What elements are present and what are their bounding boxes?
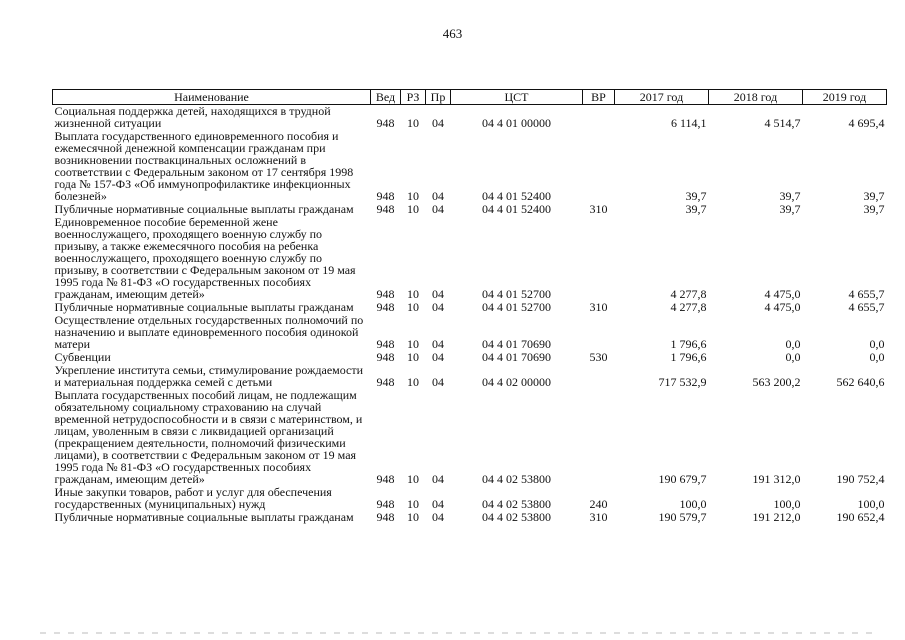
row-name: Единовременное пособие беременной жене военнослужащего, проходящего военную службу по призыву, а также ежемесячного пособия на ребенка военнослужащего, проходящего военную службу по призыву, в соответствии с Федеральным законом от 19 мая 1995 года № 81-ФЗ «О государственных пособиях гражданам, имеющим детей» <box>54 215 356 301</box>
row-pr: 04 <box>432 497 444 511</box>
header-vr: ВР <box>583 90 615 105</box>
row-pr: 04 <box>432 510 444 524</box>
header-2018: 2018 год <box>709 90 803 105</box>
row-ved: 948 <box>376 189 395 203</box>
row-name: Публичные нормативные социальные выплаты гражданам <box>54 510 354 524</box>
row-2019: 190 652,4 <box>836 510 885 524</box>
row-2019: 39,7 <box>863 202 885 216</box>
row-2017: 190 679,7 <box>658 472 707 486</box>
row-rz: 10 <box>407 189 419 203</box>
row-2018: 4 475,0 <box>764 300 801 314</box>
table-header <box>53 90 887 105</box>
row-ved: 948 <box>376 497 395 511</box>
row-cst: 04 4 01 52700 <box>482 300 551 314</box>
row-2017: 190 579,7 <box>658 510 707 524</box>
row-cst: 04 4 02 53800 <box>482 497 551 511</box>
header-pr: Пр <box>426 90 451 105</box>
table-row <box>53 511 887 524</box>
row-vr: 240 <box>589 497 608 511</box>
row-2017: 6 114,1 <box>670 116 707 130</box>
row-2019: 562 640,6 <box>836 375 885 389</box>
table-body <box>53 105 887 525</box>
row-2019: 4 655,7 <box>848 287 885 301</box>
table-row <box>53 130 887 203</box>
row-2018: 0,0 <box>785 337 801 351</box>
row-2019: 190 752,4 <box>836 472 885 486</box>
row-cst: 04 4 01 70690 <box>482 337 551 351</box>
row-ved: 948 <box>376 116 395 130</box>
row-pr: 04 <box>432 337 444 351</box>
row-cst: 04 4 01 00000 <box>482 116 551 130</box>
row-vr <box>583 130 615 203</box>
row-pr: 04 <box>432 375 444 389</box>
row-ved: 948 <box>376 287 395 301</box>
row-pr: 04 <box>432 116 444 130</box>
header-rz: РЗ <box>401 90 426 105</box>
row-rz: 10 <box>407 337 419 351</box>
row-vr <box>583 216 615 301</box>
row-pr: 04 <box>432 189 444 203</box>
row-name: Публичные нормативные социальные выплаты гражданам <box>54 300 354 314</box>
header-2017: 2017 год <box>615 90 709 105</box>
header-name: Наименование <box>53 90 371 105</box>
row-cst: 04 4 02 53800 <box>482 472 551 486</box>
table-row <box>53 486 887 511</box>
row-ved: 948 <box>376 337 395 351</box>
row-2019: 0,0 <box>869 337 885 351</box>
row-2018: 563 200,2 <box>752 375 801 389</box>
row-ved: 948 <box>376 350 395 364</box>
row-name: Публичные нормативные социальные выплаты гражданам <box>54 202 354 216</box>
row-2018: 39,7 <box>779 189 801 203</box>
row-ved: 948 <box>376 375 395 389</box>
row-2018: 0,0 <box>785 350 801 364</box>
row-name: Осуществление отдельных государственных полномочий по назначению и выплате единовременного пособия одинокой матери <box>54 313 364 351</box>
row-pr: 04 <box>432 287 444 301</box>
row-2019: 39,7 <box>863 189 885 203</box>
row-2017: 39,7 <box>685 202 707 216</box>
row-pr: 04 <box>432 300 444 314</box>
row-rz: 10 <box>407 287 419 301</box>
row-2019: 100,0 <box>857 497 885 511</box>
row-2018: 100,0 <box>773 497 801 511</box>
row-name: Выплата государственного единовременного пособия и ежемесячной денежной компенсации гражданам при возникновении поствакцинальных осложнений в соответствии с Федеральным законом от 17 сентября 1998 года № 157-ФЗ «Об иммунопрофилактике инфекционных болезней» <box>54 129 354 203</box>
row-ved: 948 <box>376 300 395 314</box>
scan-artifact <box>40 632 880 634</box>
row-ved: 948 <box>376 472 395 486</box>
header-ved: Вед <box>371 90 401 105</box>
row-2017: 717 532,9 <box>658 375 707 389</box>
row-vr: 530 <box>589 350 608 364</box>
row-cst: 04 4 02 00000 <box>482 375 551 389</box>
budget-table <box>52 89 887 524</box>
row-cst: 04 4 01 52400 <box>482 202 551 216</box>
row-2017: 4 277,8 <box>670 300 707 314</box>
row-rz: 10 <box>407 350 419 364</box>
row-cst: 04 4 01 52700 <box>482 287 551 301</box>
row-cst: 04 4 01 52400 <box>482 189 551 203</box>
row-2019: 4 695,4 <box>848 116 885 130</box>
row-pr: 04 <box>432 472 444 486</box>
table-row <box>53 364 887 389</box>
page-number: 463 <box>442 26 463 41</box>
row-2018: 4 475,0 <box>764 287 801 301</box>
row-rz: 10 <box>407 202 419 216</box>
row-ved: 948 <box>376 202 395 216</box>
table-row <box>53 105 887 131</box>
row-pr: 04 <box>432 202 444 216</box>
row-ved: 948 <box>376 510 395 524</box>
row-2018: 191 312,0 <box>752 472 801 486</box>
row-rz: 10 <box>407 510 419 524</box>
header-2019: 2019 год <box>803 90 887 105</box>
row-vr <box>583 314 615 351</box>
table-row <box>53 216 887 301</box>
row-cst: 04 4 01 70690 <box>482 350 551 364</box>
row-rz: 10 <box>407 375 419 389</box>
row-name: Укрепление института семьи, стимулирование рождаемости и материальная поддержка семей с детьми <box>54 363 364 389</box>
row-cst: 04 4 02 53800 <box>482 510 551 524</box>
row-2019: 4 655,7 <box>848 300 885 314</box>
row-vr: 310 <box>589 202 608 216</box>
row-rz: 10 <box>407 116 419 130</box>
row-vr <box>583 364 615 389</box>
row-2017: 39,7 <box>685 189 707 203</box>
row-vr: 310 <box>589 510 608 524</box>
row-2017: 100,0 <box>679 497 707 511</box>
row-2017: 1 796,6 <box>670 337 707 351</box>
row-vr <box>583 105 615 131</box>
row-2018: 4 514,7 <box>764 116 801 130</box>
row-vr <box>583 389 615 486</box>
row-rz: 10 <box>407 300 419 314</box>
table-row <box>53 314 887 351</box>
row-name: Социальная поддержка детей, находящихся в трудной жизненной ситуации <box>54 104 331 130</box>
row-vr: 310 <box>589 300 608 314</box>
row-2018: 191 212,0 <box>752 510 801 524</box>
table-row <box>53 389 887 486</box>
row-pr: 04 <box>432 350 444 364</box>
row-name: Иные закупки товаров, работ и услуг для обеспечения государственных (муниципальных) нужд <box>54 485 332 511</box>
row-2017: 4 277,8 <box>670 287 707 301</box>
row-2018: 39,7 <box>779 202 801 216</box>
row-name: Субвенции <box>54 350 111 364</box>
row-2019: 0,0 <box>869 350 885 364</box>
header-cst: ЦСТ <box>451 90 583 105</box>
row-rz: 10 <box>407 497 419 511</box>
row-2017: 1 796,6 <box>670 350 707 364</box>
row-rz: 10 <box>407 472 419 486</box>
row-name: Выплата государственных пособий лицам, не подлежащим обязательному социальному страхованию на случай временной нетрудоспособности и в связи с материнством, и лицам, уволенным в связи с ликвидацией организаций (прекращением деятельности, полномочий физическими лицами), в соответствии с Федеральным законом от 19 мая 1995 года № 81-ФЗ «О государственных пособиях гражданам, имеющим детей» <box>54 388 363 486</box>
